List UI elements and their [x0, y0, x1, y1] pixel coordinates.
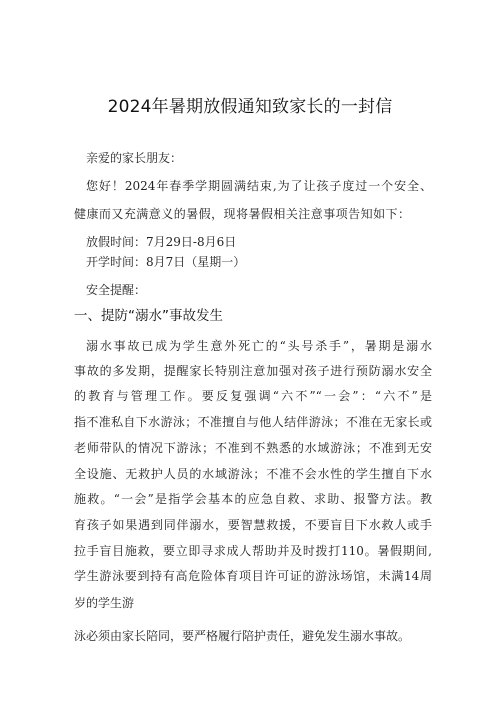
vacation-time: 放假时间：7月29日-8月6日: [86, 235, 237, 249]
safety-tips-label: 安全提醒：: [86, 283, 147, 297]
section-1-line: 拉手盲目施救，要立即寻求成人帮助并及时拨打110。暑假期间,: [74, 544, 432, 558]
intro-line-2: 健康而又充满意义的暑假，现将暑假相关注意事项告知如下：: [74, 207, 410, 221]
section-1-line: 全设施、无救护人员的水域游泳；不准不会水性的学生擅自下水: [74, 467, 432, 481]
section-1-line: 事故的多发期，提醒家长特别注意加强对孩子进行预防溺水安全: [74, 364, 432, 378]
section-1-last-line: 泳必须由家长陪同，要严格履行陪护责任，避免发生溺水事故。: [74, 629, 411, 643]
section-1-heading: 一、提防“溺水”事故发生: [74, 308, 223, 324]
intro-line-1: 您好！2024年春季学期圆满结束,为了让孩子度过一个安全、: [86, 179, 432, 193]
section-1-line: 岁的学生游: [74, 596, 135, 610]
section-1-line: 施救。“一会”是指学会基本的应急自救、求助、报警方法。教: [74, 492, 432, 506]
greeting: 亲爱的家长朋友：: [86, 151, 183, 165]
school-start-time: 开学时间：8月7日（星期一）: [86, 255, 246, 269]
section-1-line: 学生游泳要到持有高危险体育项目许可证的游泳场馆，未满14周: [74, 569, 432, 583]
page-title: 2024年暑期放假通知致家长的一封信: [107, 97, 393, 117]
section-1-line: 指不准私自下水游泳；不准擅自与他人结伴游泳；不准在无家长或: [74, 415, 432, 429]
section-1-line: 老师带队的情况下游泳；不准到不熟悉的水域游泳；不准到无安: [74, 441, 432, 455]
section-1-line: 的教育与管理工作。要反复强调“六不”“一会”：“六不”是: [74, 389, 432, 403]
section-1-line: 育孩子如果遇到同伴溺水，要智慧救援，不要盲目下水救人或手: [74, 518, 432, 532]
section-1-line: 溺水事故已成为学生意外死亡的“头号杀手”，暑期是溺水: [86, 339, 432, 353]
